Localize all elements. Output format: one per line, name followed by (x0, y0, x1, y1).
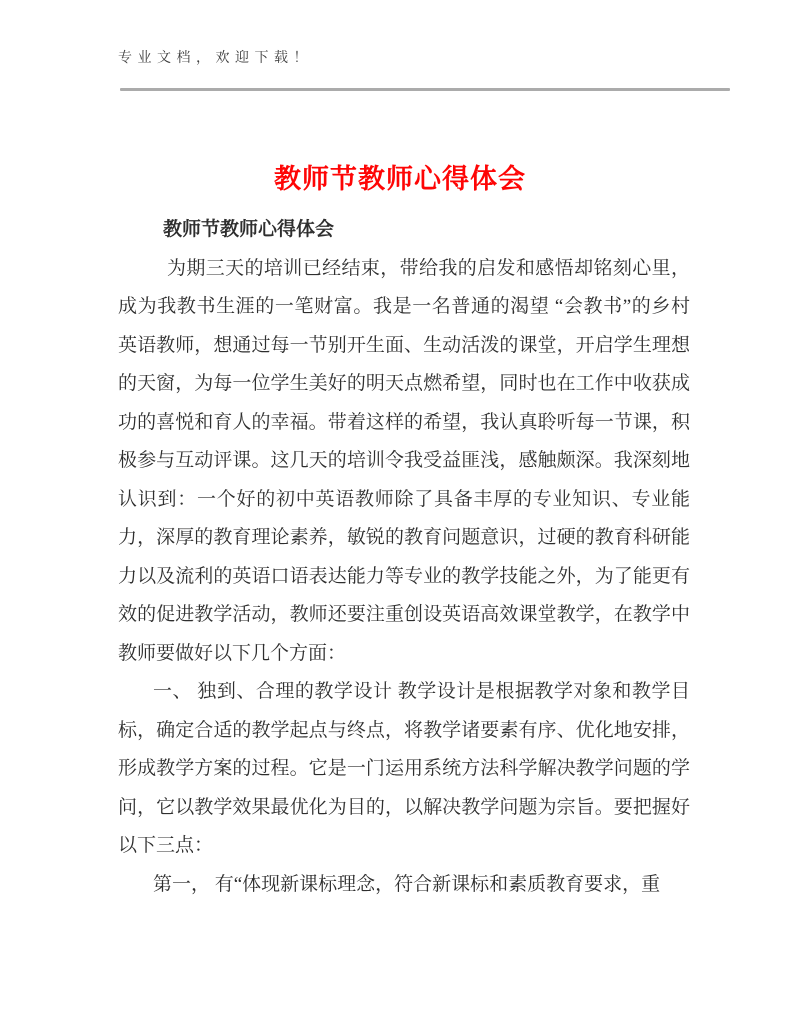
body-paragraph: 为期三天的培训已经结束，带给我的启发和感悟却铭刻心里，成为我教书生涯的一笔财富。我是一名普通的渴望 “会教书”的乡村英语教师，想通过每一节别开生面、生动活泼的课堂，开启学生理想的天窗，为每一位学生美好的明天点燃希望，同时也在工作中收获成功的喜悦和育人的幸福。带着这样的希望，我认真聆听每一节课，积极参与互动评课。这几天的培训令我受益匪浅，感触颇深。我深刻地认识到：一个好的初中英语教师除了具备丰厚的专业知识、专业能力，深厚的教育理论素养，敏锐的教育问题意识，过硬的教育科研能力以及流利的英语口语表达能力等专业的教学技能之外，为了能更有效的促进教学活动，教师还要注重创设英语高效课堂教学，在教学中教师要做好以下几个方面： (118, 257, 690, 664)
header-note: 专业文档，欢迎下载！ (118, 51, 313, 66)
body-paragraph: 一、 独到、合理的教学设计 教学设计是根据教学对象和教学目标，确定合适的教学起点与终点，将教学诸要素有序、优化地安排，形成教学方案的过程。它是一门运用系统方法科学解决教学问题的学问，它以教学效果最优化为目的，以解决教学问题为宗旨。要把握好以下三点： (118, 681, 690, 856)
document-body (118, 211, 690, 904)
header-divider (120, 88, 730, 91)
body-paragraph: 第一， 有“体现新课标理念，符合新课标和素质教育要求，重 (153, 873, 661, 895)
document-title: 教师节教师心得体会 (274, 164, 526, 195)
section-subtitle: 教师节教师心得体会 (163, 219, 335, 240)
